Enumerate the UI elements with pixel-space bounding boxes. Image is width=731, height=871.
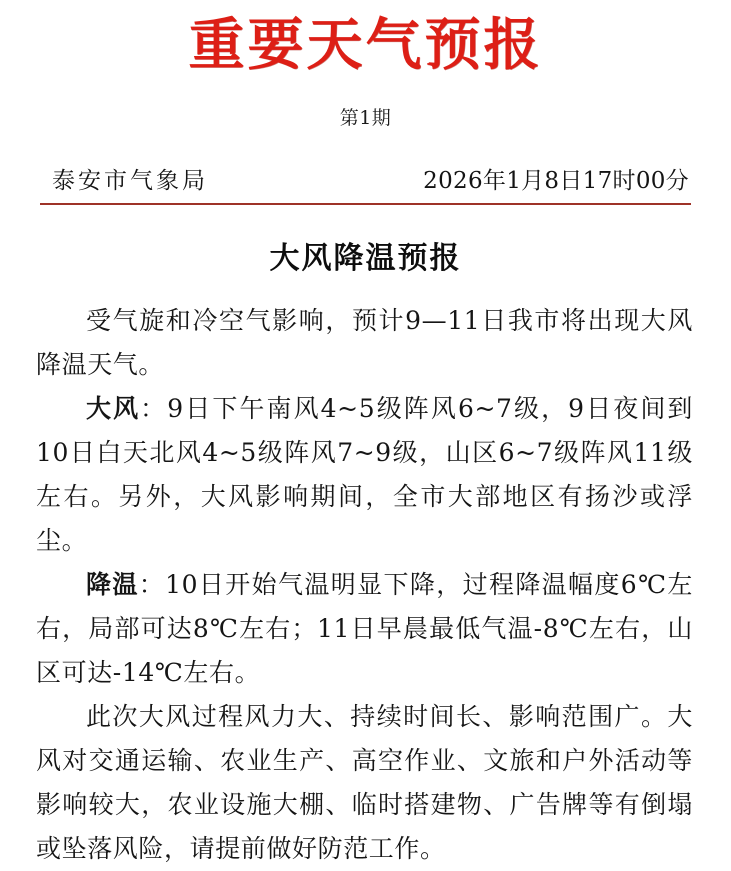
paragraph-overview [36,299,693,387]
issuing-authority: 泰安市气象局 [52,167,208,194]
issue-datetime: 2026年1月8日17时00分 [423,167,689,194]
paragraph-label: 大风 [86,393,141,423]
body-copy [28,277,703,871]
paragraph-separator: ： [140,393,168,423]
issue-number: 第1期 [339,106,392,129]
page-title: 重要天气预报 [188,12,543,78]
paragraph-impact-advisory [36,695,693,871]
masthead [28,0,703,130]
paragraph-separator: ： [138,569,166,599]
paragraph-temperature-drop [36,563,693,695]
paragraph-text: 9日下午南风4~5级阵风6~7级，9日夜间到10日白天北风4~5级阵风7~9级，山区6~7级阵风11级左右。另外，大风影响期间，全市大部地区有扬沙或浮尘。 [36,393,694,555]
paragraph-text: 受气旋和冷空气影响，预计9—11日我市将出现大风降温天气。 [36,305,693,379]
paragraph-strong-wind [36,387,693,563]
paragraph-text: 此次大风过程风力大、持续时间长、影响范围广。大风对交通运输、农业生产、高空作业、文旅和户外活动等影响较大，农业设施大棚、临时搭建物、广告牌等有倒塌或坠落风险，请提前做好防范工作。 [36,701,693,863]
paragraph-label: 降温 [86,569,139,599]
paragraph-text: 10日开始气温明显下降，过程降温幅度6℃左右，局部可达8℃左右；11日早晨最低气温-8℃左右，山区可达-14℃左右。 [36,569,693,687]
issuer-date-row [28,162,703,195]
section-heading: 大风降温预报 [269,240,462,276]
